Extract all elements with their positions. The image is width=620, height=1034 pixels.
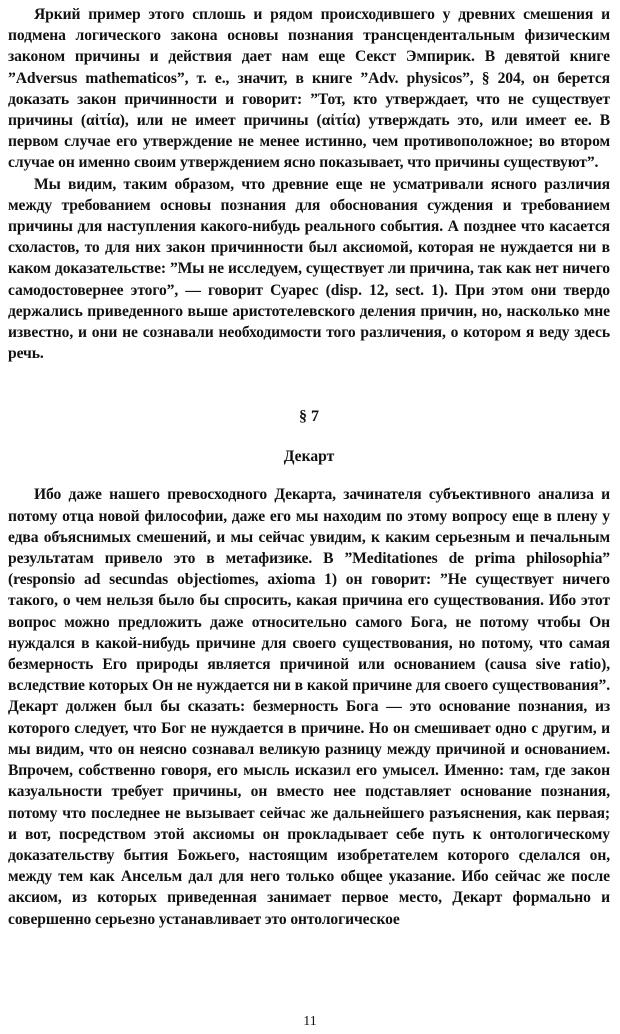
paragraph-scholastics: Мы видим, таким образом, что древние еще не усматривали ясного различия между требованием основы познания для обоснования суждения и требованием причины для наступления какого-нибудь реального события. А позднее что касается схоластов, то для них закон причинности был аксиомой, которая не нуждается ни в каком доказательстве: ”Мы не исследуем, существует ли причина, так как нет ничего самодостовернее этого”, — говорит Суарес (disp. 12, sect. 1). При этом они твердо держались приведенного выше аристотелевского деления причин, но, насколько мне известно, и они не сознавали необходимости того различения, о котором я веду здесь речь.: [8, 175, 610, 363]
paragraph-sextus: Яркий пример этого сплошь и рядом происходившего у древних смешения и подмена логического закона основы познания трансцендентальным физическим законом причины и действия дает нам еще Секст Эмпирик. В девятой книге ”Adversus mathematicos”, т. е., значит, в книге ”Adv. physicos”, § 204, он берется доказать закон причинности и говорит: ”Тот, кто утверждает, что не существует причины (αἰτία), или не имеет причины (αἰτία) утверждать это, или имеет ее. В первом случае его утверждение не менее истинно, чем противоположное; во втором случае он именно своим утверждением ясно показывает, что причины существуют”.: [8, 6, 610, 172]
paragraph-descartes: Ибо даже нашего превосходного Декарта, зачинателя субъективного анализа и потому отца новой философии, даже его мы находим по этому вопросу еще в плену у едва объяснимых смешений, и мы сейчас увидим, к каким серьезным и печальным результатам привело это в метафизике. В ”Meditationes de prima philosophia” (responsio ad secundas objectiomes, axioma 1) он говорит: ”Не существует ничего такого, о чем нельзя было бы спросить, какая причина его существования. Ибо этот вопрос можно предложить даже относительно самого Бога, не потому чтобы Он нуждался в какой-нибудь причине для своего существования, но потому, что самая безмерность Его природы является причиной или основанием (causa sive ratio), вследствие которых Он не нуждается ни в какой причине для своего существования”. Декарт должен был бы сказать: безмерность Бога — это основание познания, из которого следует, что Бог не нуждается в причине. Но он смешивает одно с другим, и мы видим, что он неясно сознавал великую разницу между причиной и основанием. Впрочем, собственно говоря, его мысль исказил его умысел. Именно: там, где закон казуальности требует причины, он вместо нее подставляет основание познания, потому что последнее не вызывает сейчас же дальнейшего разъяснения, как первая; и вот, посредством этой аксиомы он прокладывает себе путь к онтологическому доказательству бытия Божьего, настоящим изобретателем которого сделался он, между тем как Ансельм дал для него только общее указание. Ибо сейчас же после аксиом, из которых приведенная занимает первое место, Декарт формально и совершенно серьезно устанавливает это онтологическое: [8, 486, 610, 928]
section-title: Декарт: [283, 448, 335, 466]
section-number: § 7: [299, 408, 319, 426]
page-number: 11: [303, 1014, 317, 1029]
